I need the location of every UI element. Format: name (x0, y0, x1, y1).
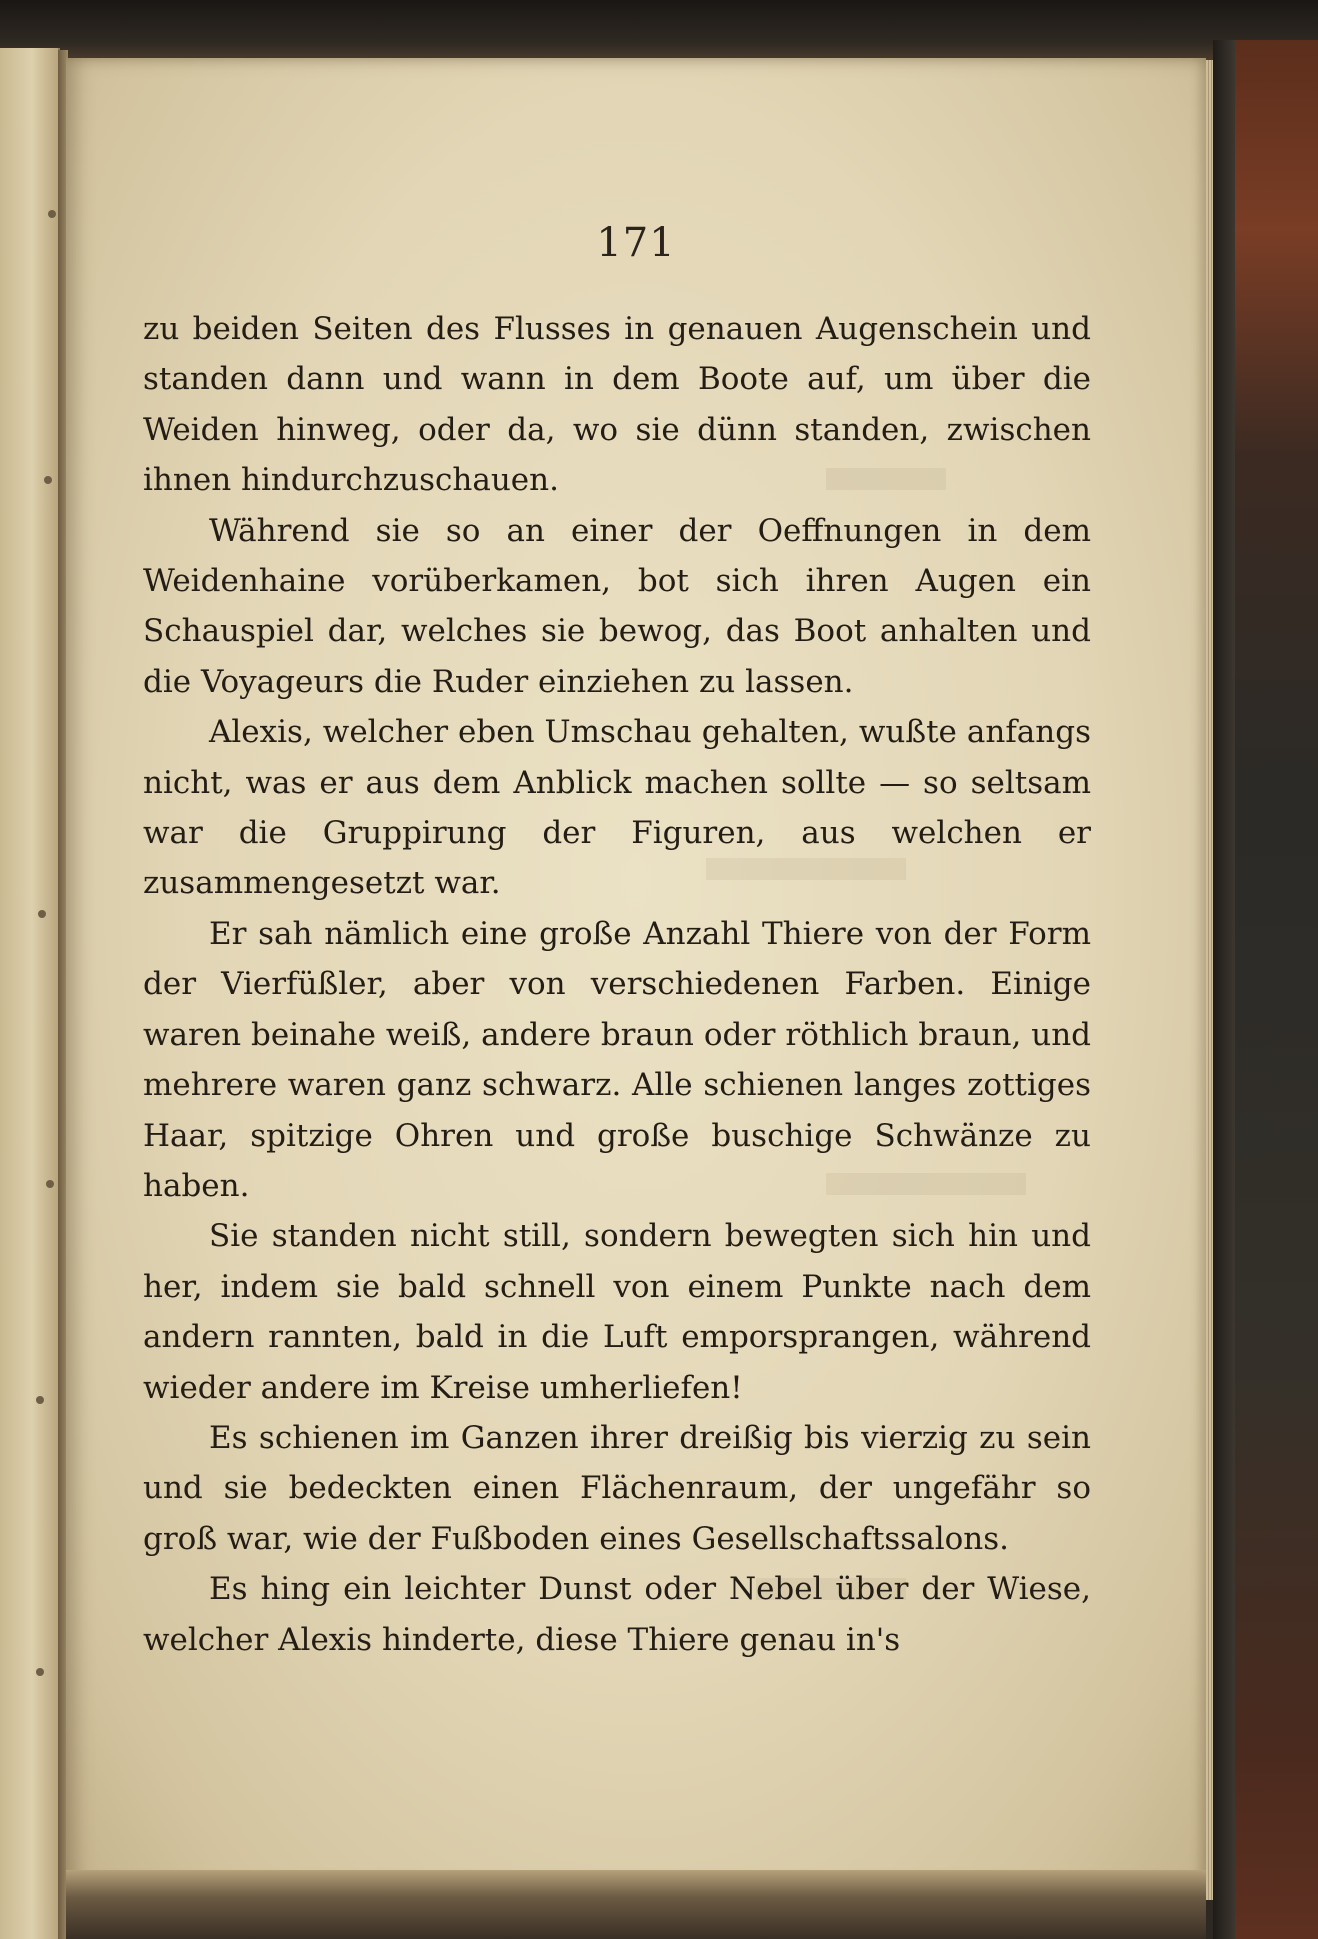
paragraph: zu beiden Seiten des Flusses in genauen Augenschein und standen dann und wann in dem Boote auf, um über die Weiden hinweg, oder da, wo sie dünn standen, zwischen ihnen hindurchzuschauen. (143, 311, 1091, 499)
paragraph: Sie standen nicht still, sondern bewegten sich hin und her, indem sie bald schnell von einem Punkte nach dem andern rannten, bald in die Luft emporsprangen, während wieder andere im Kreise umherliefen! (143, 1218, 1091, 1406)
paragraph: Alexis, welcher eben Umschau gehalten, wußte anfangs nicht, was er aus dem Anblick machen sollte — so seltsam war die Gruppirung der Figuren, aus welchen er zusammengesetzt war. (143, 714, 1091, 902)
margin-mark (46, 1180, 54, 1188)
margin-mark (36, 1396, 44, 1404)
margin-mark (48, 210, 56, 218)
paragraph: Während sie so an einer der Oeffnungen in dem Weidenhaine vorüberkamen, bot sich ihren Augen ein Schauspiel dar, welches sie bewog, das Boot anhalten und die Voyageurs die Ruder einziehen zu lassen. (143, 512, 1091, 700)
margin-mark (36, 1668, 44, 1676)
book-bottom-edge (66, 1870, 1206, 1939)
page-body-text (143, 304, 1091, 1665)
paragraph: Es schienen im Ganzen ihrer dreißig bis vierzig zu sein und sie bedeckten einen Flächenraum, der ungefähr so groß war, wie der Fußboden eines Gesellschaftssalons. (143, 1419, 1091, 1557)
paragraph: Es hing ein leichter Dunst oder Nebel über der Wiese, welcher Alexis hinderte, diese Thiere genau in's (143, 1571, 1091, 1658)
facing-page-edge (0, 48, 60, 1939)
book-cover-top-edge (0, 0, 1318, 60)
margin-mark (44, 476, 52, 484)
paragraph: Er sah nämlich eine große Anzahl Thiere von der Form der Vierfüßler, aber von verschiedenen Farben. Einige waren beinahe weiß, andere braun oder röthlich braun, und mehrere waren ganz schwarz. Alle schienen langes zottiges Haar, spitzige Ohren und große buschige Schwänze zu haben. (143, 915, 1091, 1204)
book-page (66, 58, 1206, 1888)
page-number: 171 (596, 220, 676, 266)
book-cover-right-edge (1213, 40, 1318, 1939)
margin-mark (38, 910, 46, 918)
